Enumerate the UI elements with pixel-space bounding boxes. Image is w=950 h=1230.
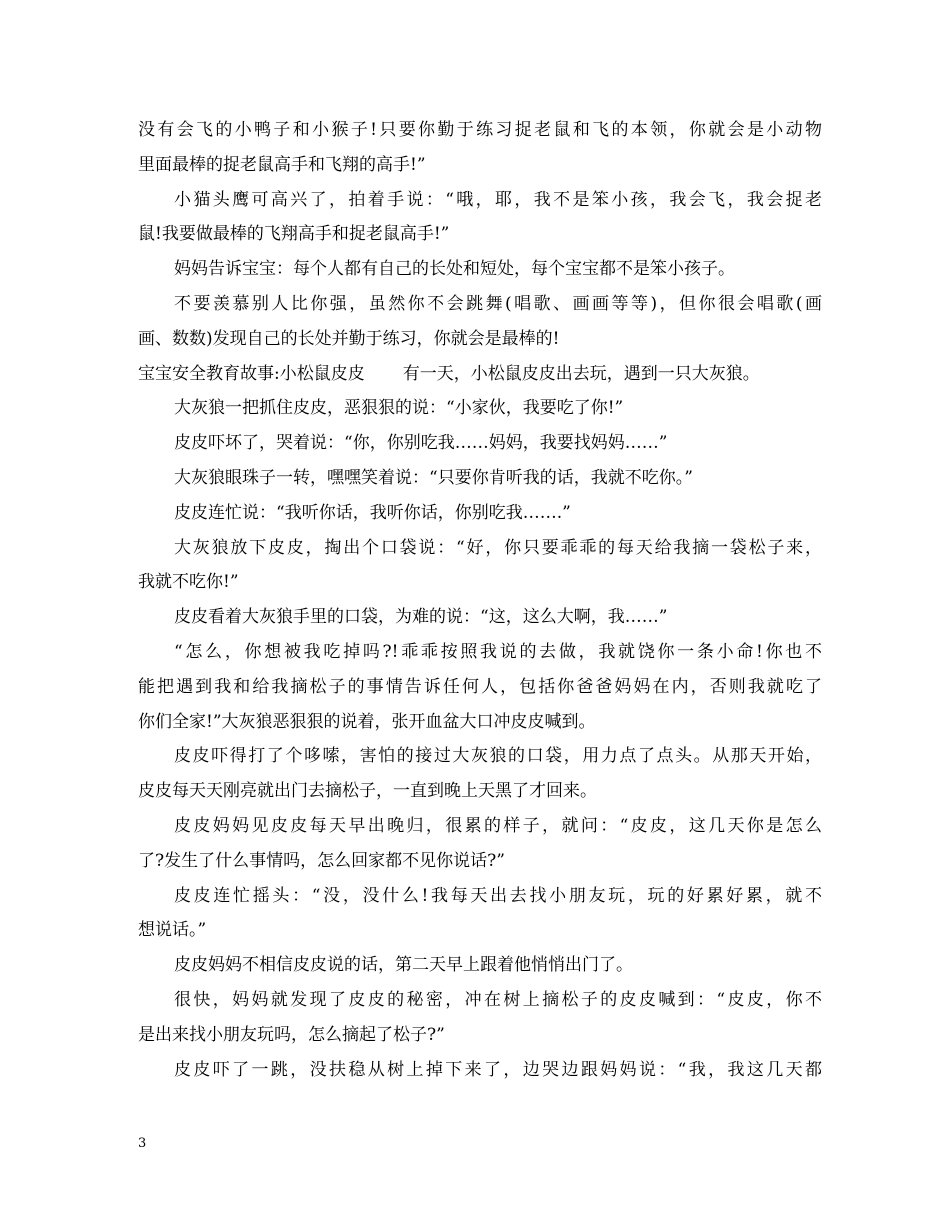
text-line: 皮皮看着大灰狼手里的口袋，为难的说：“这，这么大啊，我……” [174,607,668,628]
text-line: 皮皮吓了一跳，没扶稳从树上掉下来了，边哭边跟妈妈说：“我，我这几天都 [174,1059,822,1080]
text-line: 皮皮吓得打了个哆嗦，害怕的接过大灰狼的口袋，用力点了点头。从那天开始， [174,746,822,767]
text-line: 鼠!我要做最棒的飞翔高手和捉老鼠高手!” [138,224,450,245]
text-line: 皮皮连忙说：“我听你话，我听你话，你别吃我…….” [174,502,571,523]
text-line: 有一天，小松鼠皮皮出去玩，遇到一只大灰狼。 [402,363,760,384]
text-line: 了?发生了什么事情吗，怎么回家都不见你说话?” [138,850,505,871]
story-title: 宝宝安全教育故事:小松鼠皮皮 [138,363,365,384]
text-line: 我就不吃你!” [138,572,239,593]
text-line: 皮皮吓坏了，哭着说：“你，你别吃我……妈妈，我要找妈妈……” [174,433,668,454]
text-line: 大灰狼一把抓住皮皮，恶狠狠的说：“小家伙，我要吃了你!” [174,398,624,419]
text-line: “怎么，你想被我吃掉吗?!乖乖按照我说的去做，我就饶你一条小命!你也不 [174,641,822,662]
text-line: 画、数数)发现自己的长处并勤于练习，你就会是最棒的! [138,328,560,349]
text-line: 妈妈告诉宝宝：每个人都有自己的长处和短处，每个宝宝都不是笨小孩子。 [174,259,735,280]
text-line: 皮皮妈妈见皮皮每天早出晚归，很累的样子，就问：“皮皮，这几天你是怎么 [174,815,822,836]
text-line: 小猫头鹰可高兴了，拍着手说：“哦，耶，我不是笨小孩，我会飞，我会捉老 [174,189,822,210]
story-heading-line [138,357,822,392]
text-line: 皮皮连忙摇头：“没，没什么!我每天出去找小朋友玩，玩的好累好累，就不 [174,885,822,906]
text-line: 你们全家!”大灰狼恶狠狠的说着，张开血盆大口冲皮皮喊到。 [138,711,596,732]
text-line: 大灰狼眼珠子一转，嘿嘿笑着说：“只要你肯听我的话，我就不吃你。” [174,467,693,488]
text-line: 皮皮妈妈不相信皮皮说的话，第二天早上跟着他悄悄出门了。 [174,955,633,976]
text-line: 皮皮每天天刚亮就出门去摘松子，一直到晚上天黑了才回来。 [138,781,597,802]
text-line: 大灰狼放下皮皮，掏出个口袋说：“好，你只要乖乖的每天给我摘一袋松子来， [174,537,822,558]
text-line: 想说话。” [138,920,207,941]
text-line: 里面最棒的捉老鼠高手和飞翔的高手!” [138,154,426,175]
text-line: 没有会飞的小鸭子和小猴子!只要你勤于练习捉老鼠和飞的本领，你就会是小动物 [138,120,822,140]
text-line: 是出来找小朋友玩吗，怎么摘起了松子?” [138,1024,445,1045]
text-line: 很快，妈妈就发现了皮皮的秘密，冲在树上摘松子的皮皮喊到：“皮皮，你不 [174,989,822,1010]
body-text [138,113,822,1087]
text-line: 能把遇到我和给我摘松子的事情告诉任何人，包括你爸爸妈妈在内，否则我就吃了 [138,676,822,697]
text-line: 不要羡慕别人比你强，虽然你不会跳舞(唱歌、画画等等)，但你很会唱歌(画 [174,293,822,314]
page-number: 3 [138,1136,147,1151]
